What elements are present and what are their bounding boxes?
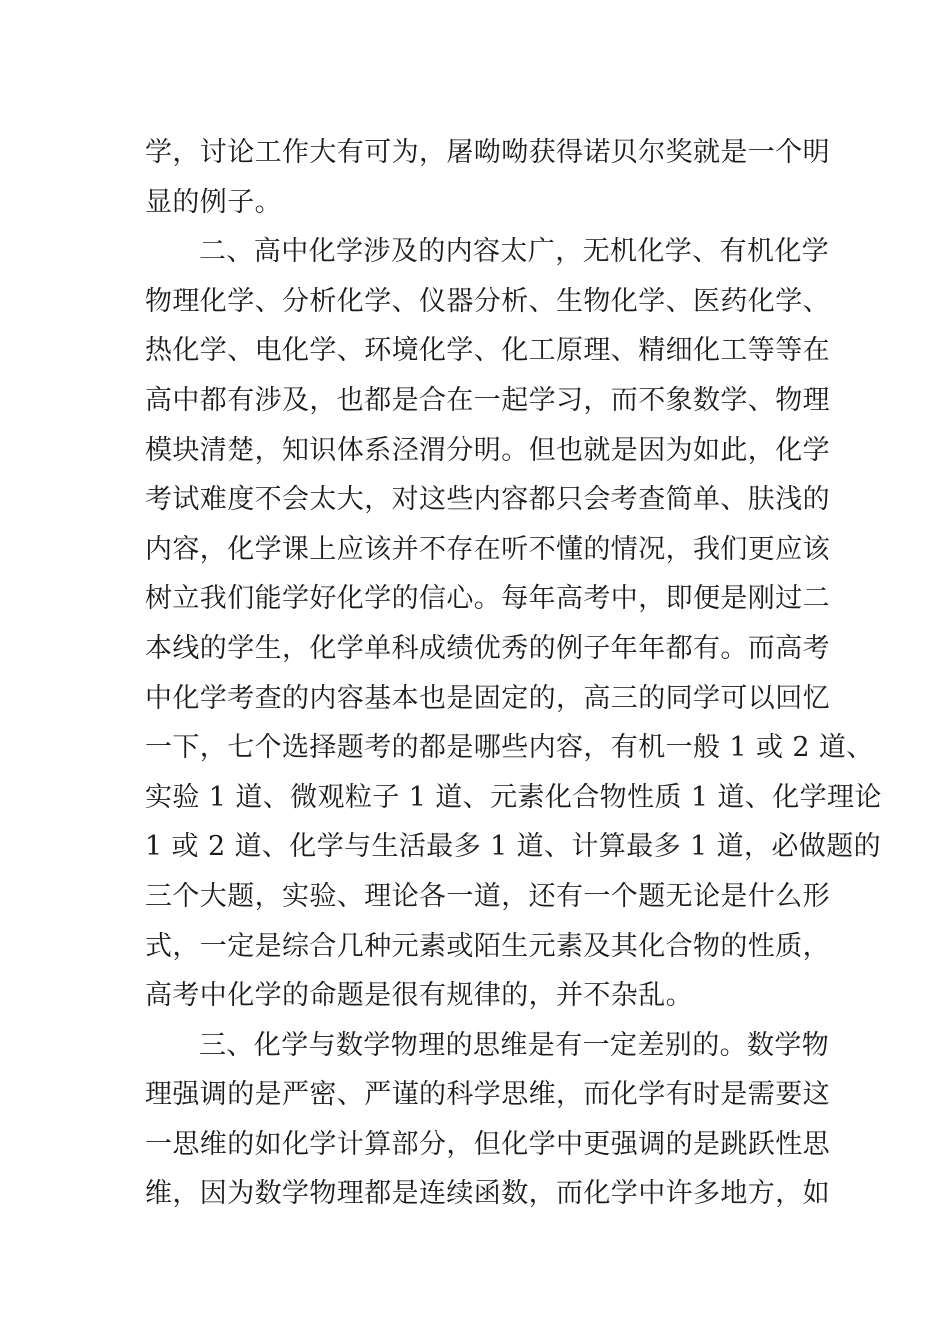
text-line: 本线的学生，化学单科成绩优秀的例子年年都有。而高考 [145, 632, 830, 664]
text-line: 三、化学与数学物理的思维是有一定差别的。数学物 [199, 1029, 830, 1061]
body-text [145, 128, 882, 1219]
text-line: 1 或 2 道、化学与生活最多 1 道、计算最多 1 道，必做题的 [145, 831, 881, 863]
text-line: 一思维的如化学计算部分，但化学中更强调的是跳跃性思 [145, 1128, 830, 1160]
text-line: 显的例子。 [145, 186, 282, 218]
text-line: 高考中化学的命题是很有规律的，并不杂乱。 [145, 980, 693, 1012]
text-line: 中化学考查的内容基本也是固定的，高三的同学可以回忆 [145, 682, 830, 714]
text-line: 模块清楚，知识体系泾渭分明。但也就是因为如此，化学 [145, 434, 830, 466]
text-line: 高中都有涉及，也都是合在一起学习，而不象数学、物理 [145, 384, 830, 416]
text-line: 实验 1 道、微观粒子 1 道、元素化合物性质 1 道、化学理论 [145, 781, 882, 813]
text-line: 二、高中化学涉及的内容太广，无机化学、有机化学 [199, 236, 830, 268]
text-line: 理强调的是严密、严谨的科学思维，而化学有时是需要这 [145, 1079, 830, 1111]
text-line: 维，因为数学物理都是连续函数，而化学中许多地方，如 [145, 1178, 830, 1210]
text-line: 三个大题，实验、理论各一道，还有一个题无论是什么形 [145, 880, 830, 912]
text-line: 学，讨论工作大有可为，屠呦呦获得诺贝尔奖就是一个明 [145, 137, 830, 168]
text-line: 考试难度不会太大，对这些内容都只会考查简单、肤浅的 [145, 484, 830, 516]
text-line: 内容，化学课上应该并不存在听不懂的情况，我们更应该 [145, 533, 830, 565]
text-line: 一下，七个选择题考的都是哪些内容，有机一般 1 或 2 道、 [145, 732, 874, 764]
text-line: 热化学、电化学、环境化学、化工原理、精细化工等等在 [145, 335, 830, 367]
text-line: 式，一定是综合几种元素或陌生元素及其化合物的性质， [145, 930, 830, 962]
text-line: 物理化学、分析化学、仪器分析、生物化学、医药化学、 [145, 285, 830, 317]
text-line: 树立我们能学好化学的信心。每年高考中，即便是刚过二 [145, 583, 830, 615]
